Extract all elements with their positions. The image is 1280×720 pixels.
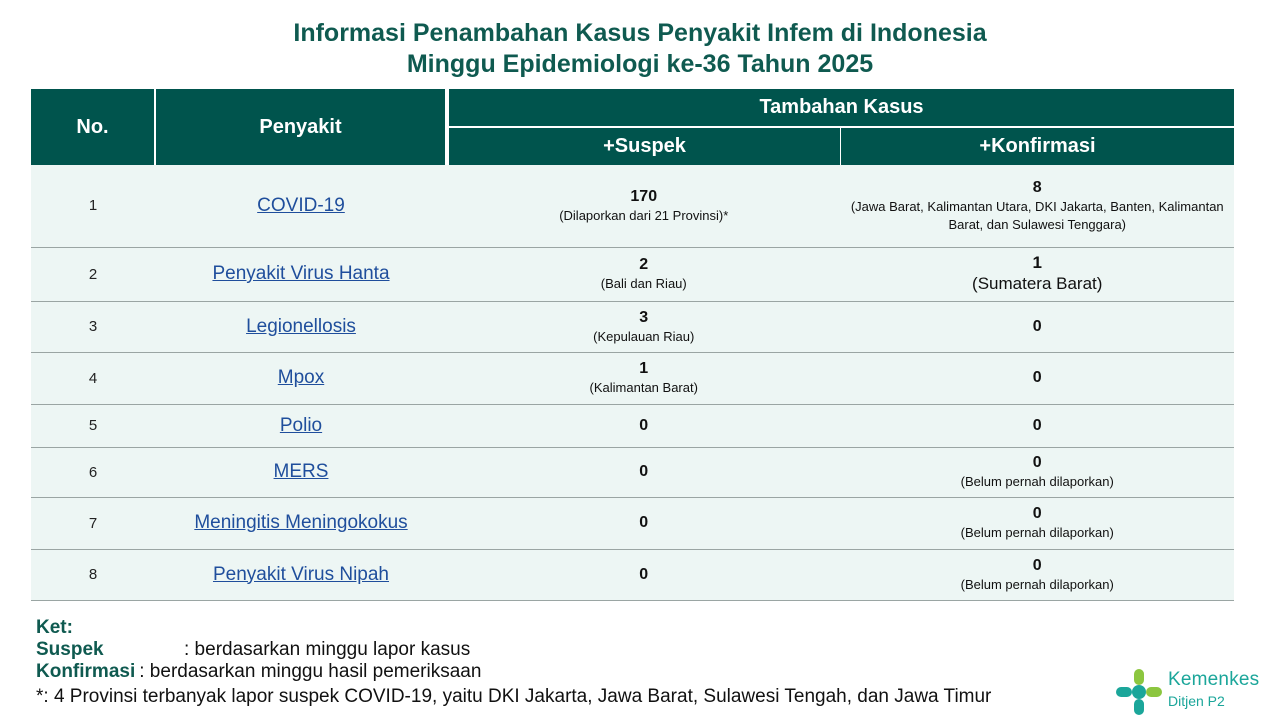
konfirmasi-cell: [841, 447, 1235, 497]
suspek-value: 3: [639, 308, 649, 326]
table-row: [31, 165, 1234, 247]
konfirmasi-value: 1: [1032, 253, 1042, 272]
page-title: [0, 18, 1280, 80]
suspek-cell: [447, 352, 841, 404]
suspek-cell: [447, 165, 841, 247]
konfirmasi-note: (Belum pernah dilaporkan): [960, 576, 1114, 592]
title-line-1: Informasi Penambahan Kasus Penyakit Infem di Indonesia: [293, 19, 987, 47]
konfirmasi-value: 0: [1032, 556, 1042, 574]
konfirmasi-note: (Belum pernah dilaporkan): [960, 525, 1114, 540]
row-number: 7: [31, 497, 155, 549]
disease-cell: [155, 549, 447, 600]
row-number: 4: [31, 352, 155, 404]
konfirmasi-value: 0: [1032, 369, 1042, 386]
suspek-note: (Bali dan Riau): [600, 276, 687, 291]
disease-link[interactable]: Penyakit Virus Hanta: [212, 263, 390, 284]
table-row: [31, 549, 1234, 600]
header-tambahan-kasus: Tambahan Kasus: [447, 89, 1234, 127]
konfirmasi-note: (Belum pernah dilaporkan): [960, 474, 1114, 489]
disease-cell: [155, 497, 447, 549]
suspek-cell: [447, 301, 841, 352]
table-row: [31, 301, 1234, 352]
header-penyakit: Penyakit: [155, 89, 447, 165]
suspek-value: 170: [630, 187, 658, 205]
konfirmasi-cell: [841, 352, 1235, 404]
legend-konfirmasi: [36, 661, 991, 683]
disease-link[interactable]: COVID-19: [257, 194, 345, 216]
disease-link[interactable]: MERS: [273, 461, 329, 482]
konfirmasi-value: 0: [1032, 317, 1042, 335]
disease-link[interactable]: Polio: [279, 414, 323, 436]
legend-konfirmasi-label: Konfirmasi: [36, 661, 136, 682]
konfirmasi-value: 0: [1032, 454, 1042, 471]
suspek-value: 0: [639, 416, 649, 434]
table-row: [31, 497, 1234, 549]
disease-link[interactable]: Legionellosis: [246, 315, 356, 337]
row-number: 2: [31, 247, 155, 301]
row-number: 1: [31, 165, 155, 247]
konfirmasi-cell: [841, 549, 1235, 600]
legend-konfirmasi-text: : berdasarkan minggu hasil pemeriksaan: [139, 661, 482, 682]
suspek-value: 0: [639, 463, 649, 480]
logo-sub: Ditjen P2: [1168, 693, 1225, 709]
logo-brand: Kemenkes: [1168, 669, 1260, 690]
row-number: 6: [31, 447, 155, 497]
suspek-cell: [447, 549, 841, 600]
disease-link[interactable]: Meningitis Meningokokus: [194, 512, 408, 533]
legend-suspek-label: Suspek: [36, 639, 104, 660]
table-row: [31, 352, 1234, 404]
suspek-note: (Dilaporkan dari 21 Provinsi)*: [559, 207, 729, 223]
legend-heading: Ket:: [36, 617, 73, 638]
suspek-value: 0: [639, 514, 649, 531]
title-line-2: Minggu Epidemiologi ke-36 Tahun 2025: [406, 50, 874, 78]
kemenkes-logo: [1114, 663, 1274, 717]
table-row: [31, 247, 1234, 301]
konfirmasi-cell: [841, 404, 1235, 447]
suspek-cell: [447, 247, 841, 301]
suspek-cell: [447, 497, 841, 549]
header-suspek: +Suspek: [447, 127, 841, 165]
kemenkes-logo-icon: [1114, 667, 1164, 717]
row-number: 5: [31, 404, 155, 447]
legend-footnote: *: 4 Provinsi terbanyak lapor suspek COVID-19, yaitu DKI Jakarta, Jawa Barat, Sulawesi Tengah, dan Jawa Timur: [36, 686, 992, 707]
row-number: 8: [31, 549, 155, 600]
konfirmasi-note: (Sumatera Barat): [972, 274, 1103, 293]
legend-suspek-text: : berdasarkan minggu lapor kasus: [184, 639, 471, 660]
suspek-cell: [447, 447, 841, 497]
suspek-note: (Kalimantan Barat): [589, 380, 698, 395]
header-konfirmasi: +Konfirmasi: [841, 127, 1235, 165]
konfirmasi-cell: [841, 497, 1235, 549]
table-body: [31, 165, 1234, 600]
legend: [36, 617, 991, 708]
disease-cell: [155, 352, 447, 404]
disease-cell: [155, 247, 447, 301]
konfirmasi-value: 0: [1032, 505, 1042, 522]
cases-table: [31, 89, 1234, 601]
header-no: No.: [31, 89, 155, 165]
disease-cell: [155, 404, 447, 447]
disease-cell: [155, 301, 447, 352]
konfirmasi-note: (Jawa Barat, Kalimantan Utara, DKI Jakarta, Banten, Kalimantan Barat, dan Sulawesi Tenggara): [850, 198, 1224, 232]
suspek-value: 2: [639, 256, 649, 273]
table-row: [31, 404, 1234, 447]
table-row: [31, 447, 1234, 497]
suspek-value: 1: [639, 360, 649, 377]
konfirmasi-cell: [841, 165, 1235, 247]
konfirmasi-value: 0: [1032, 416, 1042, 434]
disease-link[interactable]: Penyakit Virus Nipah: [212, 563, 390, 585]
suspek-cell: [447, 404, 841, 447]
disease-cell: [155, 447, 447, 497]
suspek-note: (Kepulauan Riau): [593, 328, 695, 344]
konfirmasi-value: 8: [1032, 178, 1042, 196]
konfirmasi-cell: [841, 301, 1235, 352]
legend-suspek: [36, 639, 991, 661]
konfirmasi-cell: [841, 247, 1235, 301]
disease-cell: [155, 165, 447, 247]
disease-link[interactable]: Mpox: [277, 367, 325, 388]
row-number: 3: [31, 301, 155, 352]
suspek-value: 0: [639, 565, 649, 583]
